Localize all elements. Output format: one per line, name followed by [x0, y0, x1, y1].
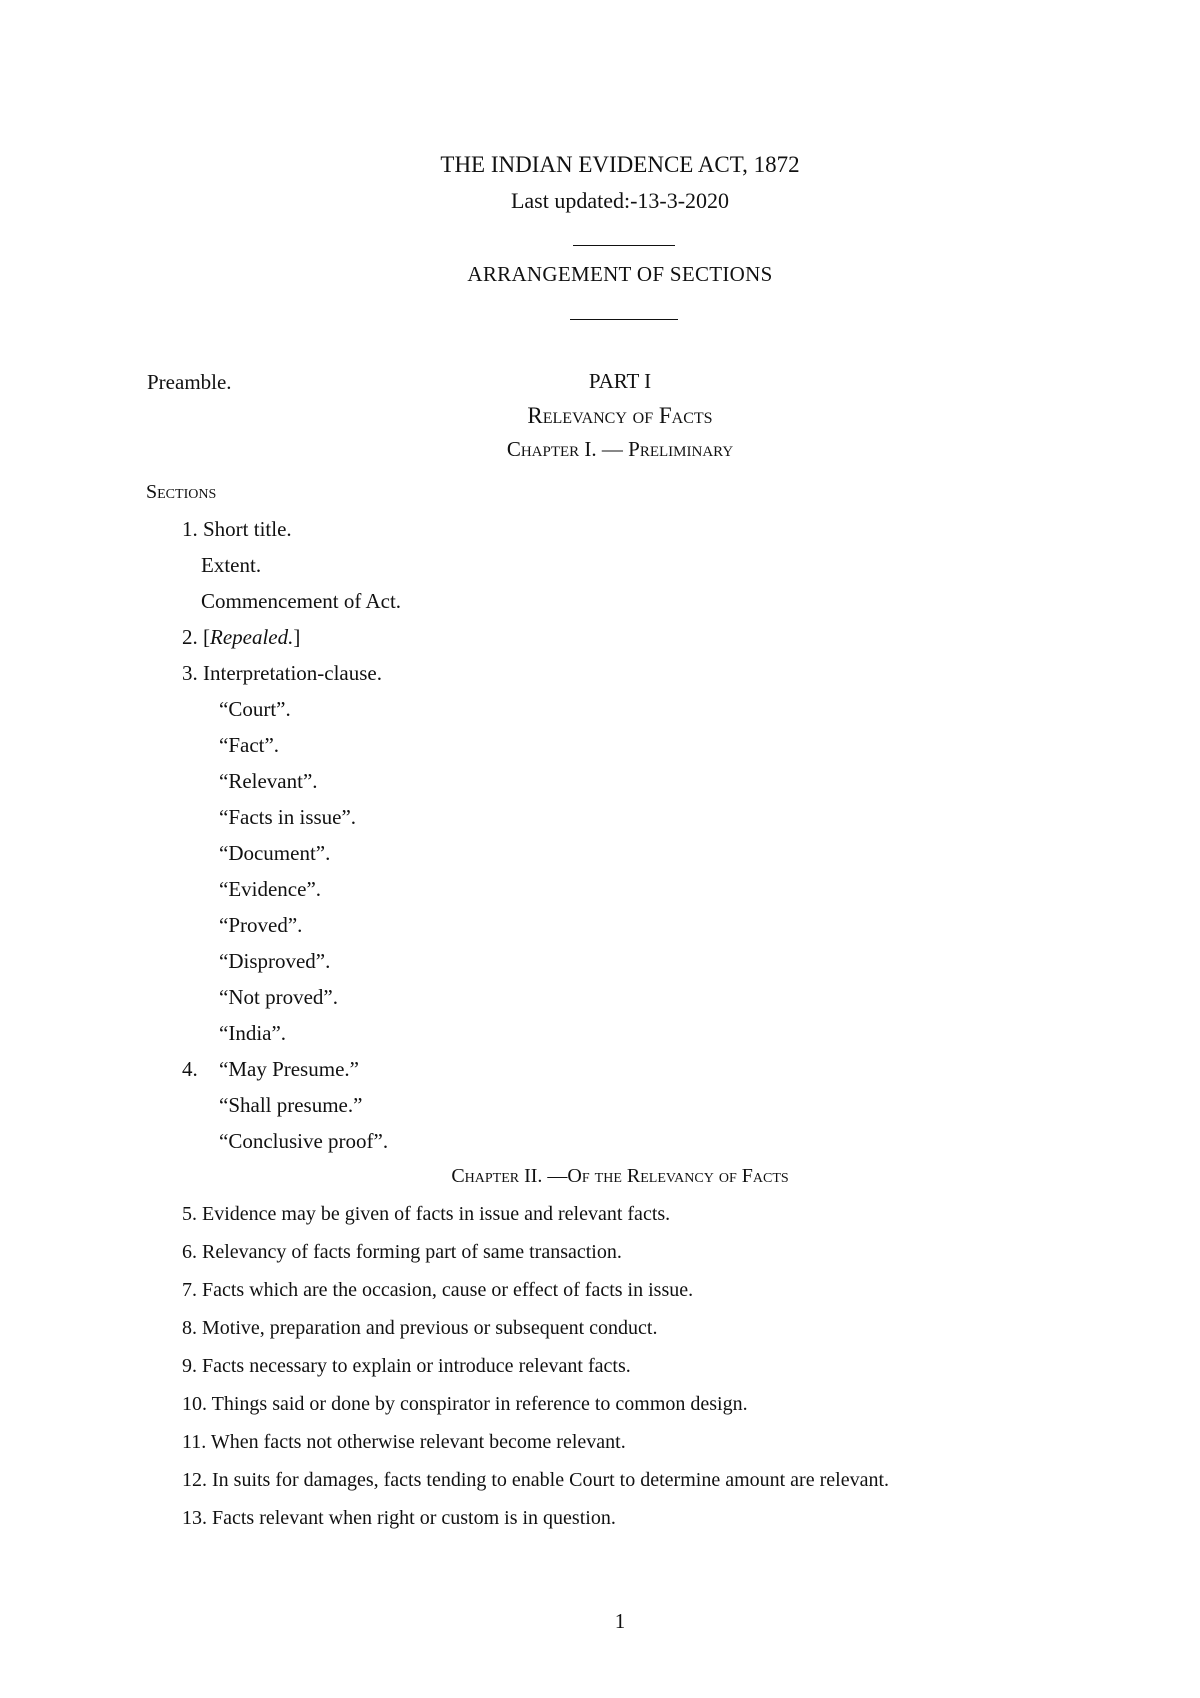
section-item: 9. Facts necessary to explain or introduce relevant facts. [182, 1355, 631, 1377]
act-title: THE INDIAN EVIDENCE ACT, 1872 [440, 152, 800, 177]
bracket-open: 2. [ [182, 625, 210, 649]
section-item: Extent. [201, 553, 262, 577]
definition-item: “Court”. [219, 697, 291, 721]
definition-item: “Facts in issue”. [219, 805, 357, 829]
repealed-text: Repealed. [210, 625, 294, 649]
section-item: 1. Short title. [182, 517, 292, 541]
divider-top [573, 245, 675, 246]
definition-item: “Document”. [219, 841, 331, 865]
definition-item: “Proved”. [219, 913, 303, 937]
last-updated: Last updated:-13-3-2020 [510, 188, 730, 213]
definition-item: “Fact”. [219, 733, 280, 757]
sections-label: Sections [146, 481, 217, 503]
definition-item: “Shall presume.” [219, 1093, 363, 1117]
section-item: 13. Facts relevant when right or custom is in question. [182, 1507, 616, 1529]
arrangement-heading: ARRANGEMENT OF SECTIONS [467, 262, 773, 286]
definition-item: “Conclusive proof”. [219, 1129, 389, 1153]
chapter-1-heading: Chapter I. — Preliminary [506, 437, 734, 461]
part-title: Relevancy of Facts [527, 403, 713, 428]
section-item-repealed [182, 625, 300, 650]
definition-item: “India”. [219, 1021, 287, 1045]
definition-item: “Not proved”. [219, 985, 338, 1009]
section-item: 7. Facts which are the occasion, cause or effect of facts in issue. [182, 1279, 694, 1301]
definition-item: “Evidence”. [219, 877, 322, 901]
divider-bottom [570, 319, 678, 320]
section-item: 10. Things said or done by conspirator in reference to common design. [182, 1393, 748, 1415]
definition-item: “Disproved”. [219, 949, 331, 973]
section-number: 4. [182, 1057, 198, 1081]
section-item: 6. Relevancy of facts forming part of same transaction. [182, 1241, 622, 1263]
definition-item: “Relevant”. [219, 769, 318, 793]
section-item: 5. Evidence may be given of facts in issue and relevant facts. [182, 1203, 671, 1225]
section-item: Commencement of Act. [201, 589, 402, 613]
section-item: 12. In suits for damages, facts tending to enable Court to determine amount are relevant. [182, 1469, 890, 1491]
definition-item: “May Presume.” [219, 1057, 359, 1081]
bracket-close: ] [293, 625, 301, 649]
section-item: 11. When facts not otherwise relevant become relevant. [182, 1431, 626, 1453]
part-heading: PART I [588, 369, 652, 393]
chapter-2-heading: Chapter II. —Of the Relevancy of Facts [451, 1165, 789, 1187]
preamble-label: Preamble. [147, 370, 232, 394]
section-item: 3. Interpretation-clause. [182, 661, 382, 685]
page-number: 1 [614, 1609, 626, 1633]
section-item: 8. Motive, preparation and previous or subsequent conduct. [182, 1317, 658, 1339]
